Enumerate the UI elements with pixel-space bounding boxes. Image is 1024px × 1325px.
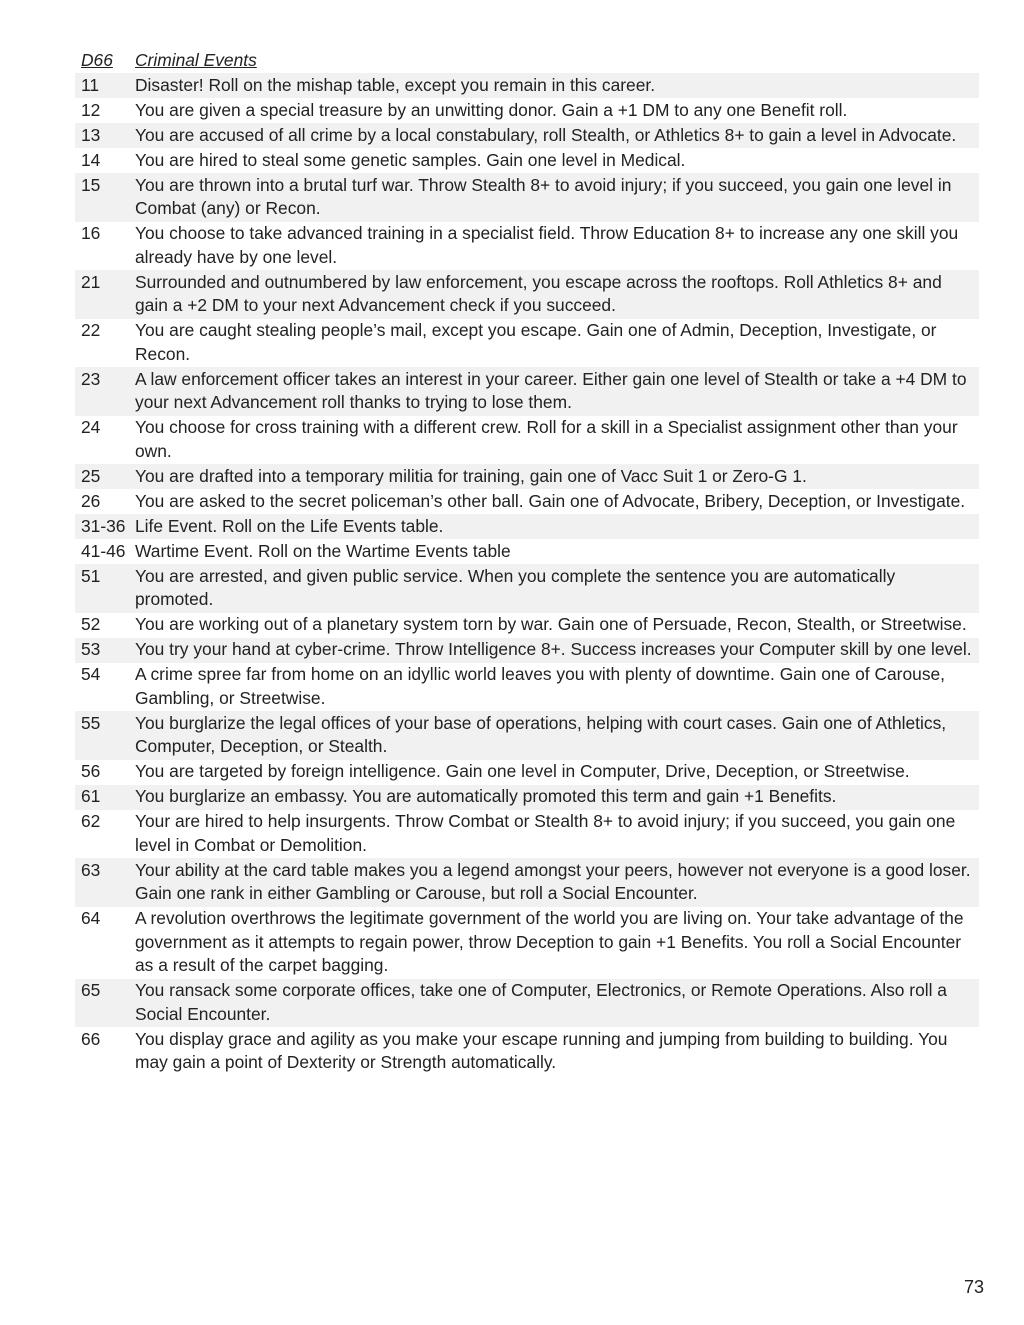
event-text: You choose for cross training with a different crew. Roll for a skill in a Specialist assignment other than your own. [135,417,958,461]
roll-value: 63 [81,859,101,880]
roll-value: 12 [81,99,101,120]
table-row [75,270,979,319]
roll-value: 51 [81,565,101,586]
roll-value: 62 [81,811,101,832]
roll-value: 13 [81,124,101,145]
column-header-d66: D66 [81,49,113,70]
table-row [75,489,979,514]
event-text: A law enforcement officer takes an interest in your career. Either gain one level of Stealth or take a +4 DM to your next Advancement roll thanks to trying to lose them. [135,368,967,413]
table-row [75,760,979,785]
table-row [75,539,979,564]
roll-value: 53 [81,639,101,660]
roll-value: 52 [81,614,101,635]
table-row [75,564,979,613]
roll-value: 55 [81,712,101,733]
table-row [75,785,979,810]
table-row [75,979,979,1028]
event-text: You burglarize an embassy. You are automatically promoted this term and gain +1 Benefits. [135,786,837,807]
table-row [75,416,979,465]
roll-value: 41-46 [81,540,126,561]
event-text: You display grace and agility as you make your escape running and jumping from building to building. You may gain a point of Dexterity or Strength automatically. [135,1028,948,1073]
roll-value: 14 [81,149,101,170]
roll-value: 56 [81,761,101,782]
roll-value: 23 [81,368,101,389]
event-text: You are asked to the secret policeman’s other ball. Gain one of Advocate, Bribery, Deception, or Investigate. [135,490,966,511]
event-text: Your ability at the card table makes you a legend amongst your peers, however not everyone is a good loser. Gain one rank in either Gambling or Carouse, but roll a Social Encounter. [135,859,971,904]
event-text: You are targeted by foreign intelligence. Gain one level in Computer, Drive, Deception, or Streetwise. [135,761,910,782]
roll-value: 16 [81,223,101,244]
table-row [75,810,979,859]
roll-value: 24 [81,417,101,438]
event-text: You are arrested, and given public service. When you complete the sentence you are automatically promoted. [135,565,896,610]
event-text: You are given a special treasure by an unwitting donor. Gain a +1 DM to any one Benefit roll. [135,99,848,120]
roll-value: 25 [81,465,101,486]
table-row [75,367,979,416]
event-text: You are working out of a planetary system torn by war. Gain one of Persuade, Recon, Stealth, or Streetwise. [135,614,967,635]
roll-value: 31-36 [81,515,126,536]
event-text: Wartime Event. Roll on the Wartime Events table [135,540,511,561]
event-text: A crime spree far from home on an idyllic world leaves you with plenty of downtime. Gain one of Carouse, Gambling, or Streetwise. [135,664,946,708]
event-text: Life Event. Roll on the Life Events table. [135,515,444,536]
roll-value: 15 [81,174,101,195]
event-text: You ransack some corporate offices, take one of Computer, Electronics, or Remote Operations. Also roll a Social Encounter. [135,980,947,1024]
page-number: 73 [964,1277,985,1297]
roll-value: 65 [81,980,101,1001]
table-title: Criminal Events [135,49,257,70]
event-text: Disaster! Roll on the mishap table, except you remain in this career. [135,74,656,95]
table-row [75,907,979,979]
table-row [75,148,979,173]
event-text: You are drafted into a temporary militia for training, gain one of Vacc Suit 1 or Zero-G 1. [135,465,807,486]
table-row [75,711,979,760]
event-text: A revolution overthrows the legitimate government of the world you are living on. Your take advantage of the government as it attempts to regain power, throw Deception to gain +1 Benefits. You roll a Social Encounter as a result of the carpet bagging. [135,908,964,976]
event-text: You are thrown into a brutal turf war. Throw Stealth 8+ to avoid injury; if you succeed, you gain one level in Combat (any) or Recon. [135,174,952,219]
roll-value: 11 [81,74,100,95]
criminal-events-table [75,48,979,1076]
roll-value: 54 [81,664,101,685]
event-text: You burglarize the legal offices of your base of operations, helping with court cases. Gain one of Athletics, Computer, Deception, or Stealth. [135,712,947,757]
table-row [75,613,979,638]
roll-value: 64 [81,908,101,929]
event-text: You are caught stealing people’s mail, except you escape. Gain one of Admin, Deception, Investigate, or Recon. [135,320,937,364]
table-row [75,73,979,98]
table-row [75,173,979,222]
table-row [75,464,979,489]
event-text: You are hired to steal some genetic samples. Gain one level in Medical. [135,149,686,170]
table-row [75,1027,979,1076]
event-text: You choose to take advanced training in a specialist field. Throw Education 8+ to increase any one skill you already have by one level. [135,223,959,267]
table-row [75,222,979,271]
roll-value: 66 [81,1028,101,1049]
table-row [75,123,979,148]
event-text: Surrounded and outnumbered by law enforcement, you escape across the rooftops. Roll Athletics 8+ and gain a +2 DM to your next Advancement check if you succeed. [135,271,942,316]
table-row [75,858,979,907]
roll-value: 61 [81,786,101,807]
table-row [75,514,979,539]
table-row [75,663,979,712]
roll-value: 26 [81,490,101,511]
table-row [75,319,979,368]
roll-value: 22 [81,320,101,341]
event-text: Your are hired to help insurgents. Throw Combat or Stealth 8+ to avoid injury; if you succeed, you gain one level in Combat or Demolition. [135,811,956,855]
table-header [75,48,979,73]
table-row [75,98,979,123]
event-text: You are accused of all crime by a local constabulary, roll Stealth, or Athletics 8+ to gain a level in Advocate. [135,124,957,145]
roll-value: 21 [81,271,101,292]
table-row [75,638,979,663]
event-text: You try your hand at cyber-crime. Throw Intelligence 8+. Success increases your Computer skill by one level. [135,639,972,660]
